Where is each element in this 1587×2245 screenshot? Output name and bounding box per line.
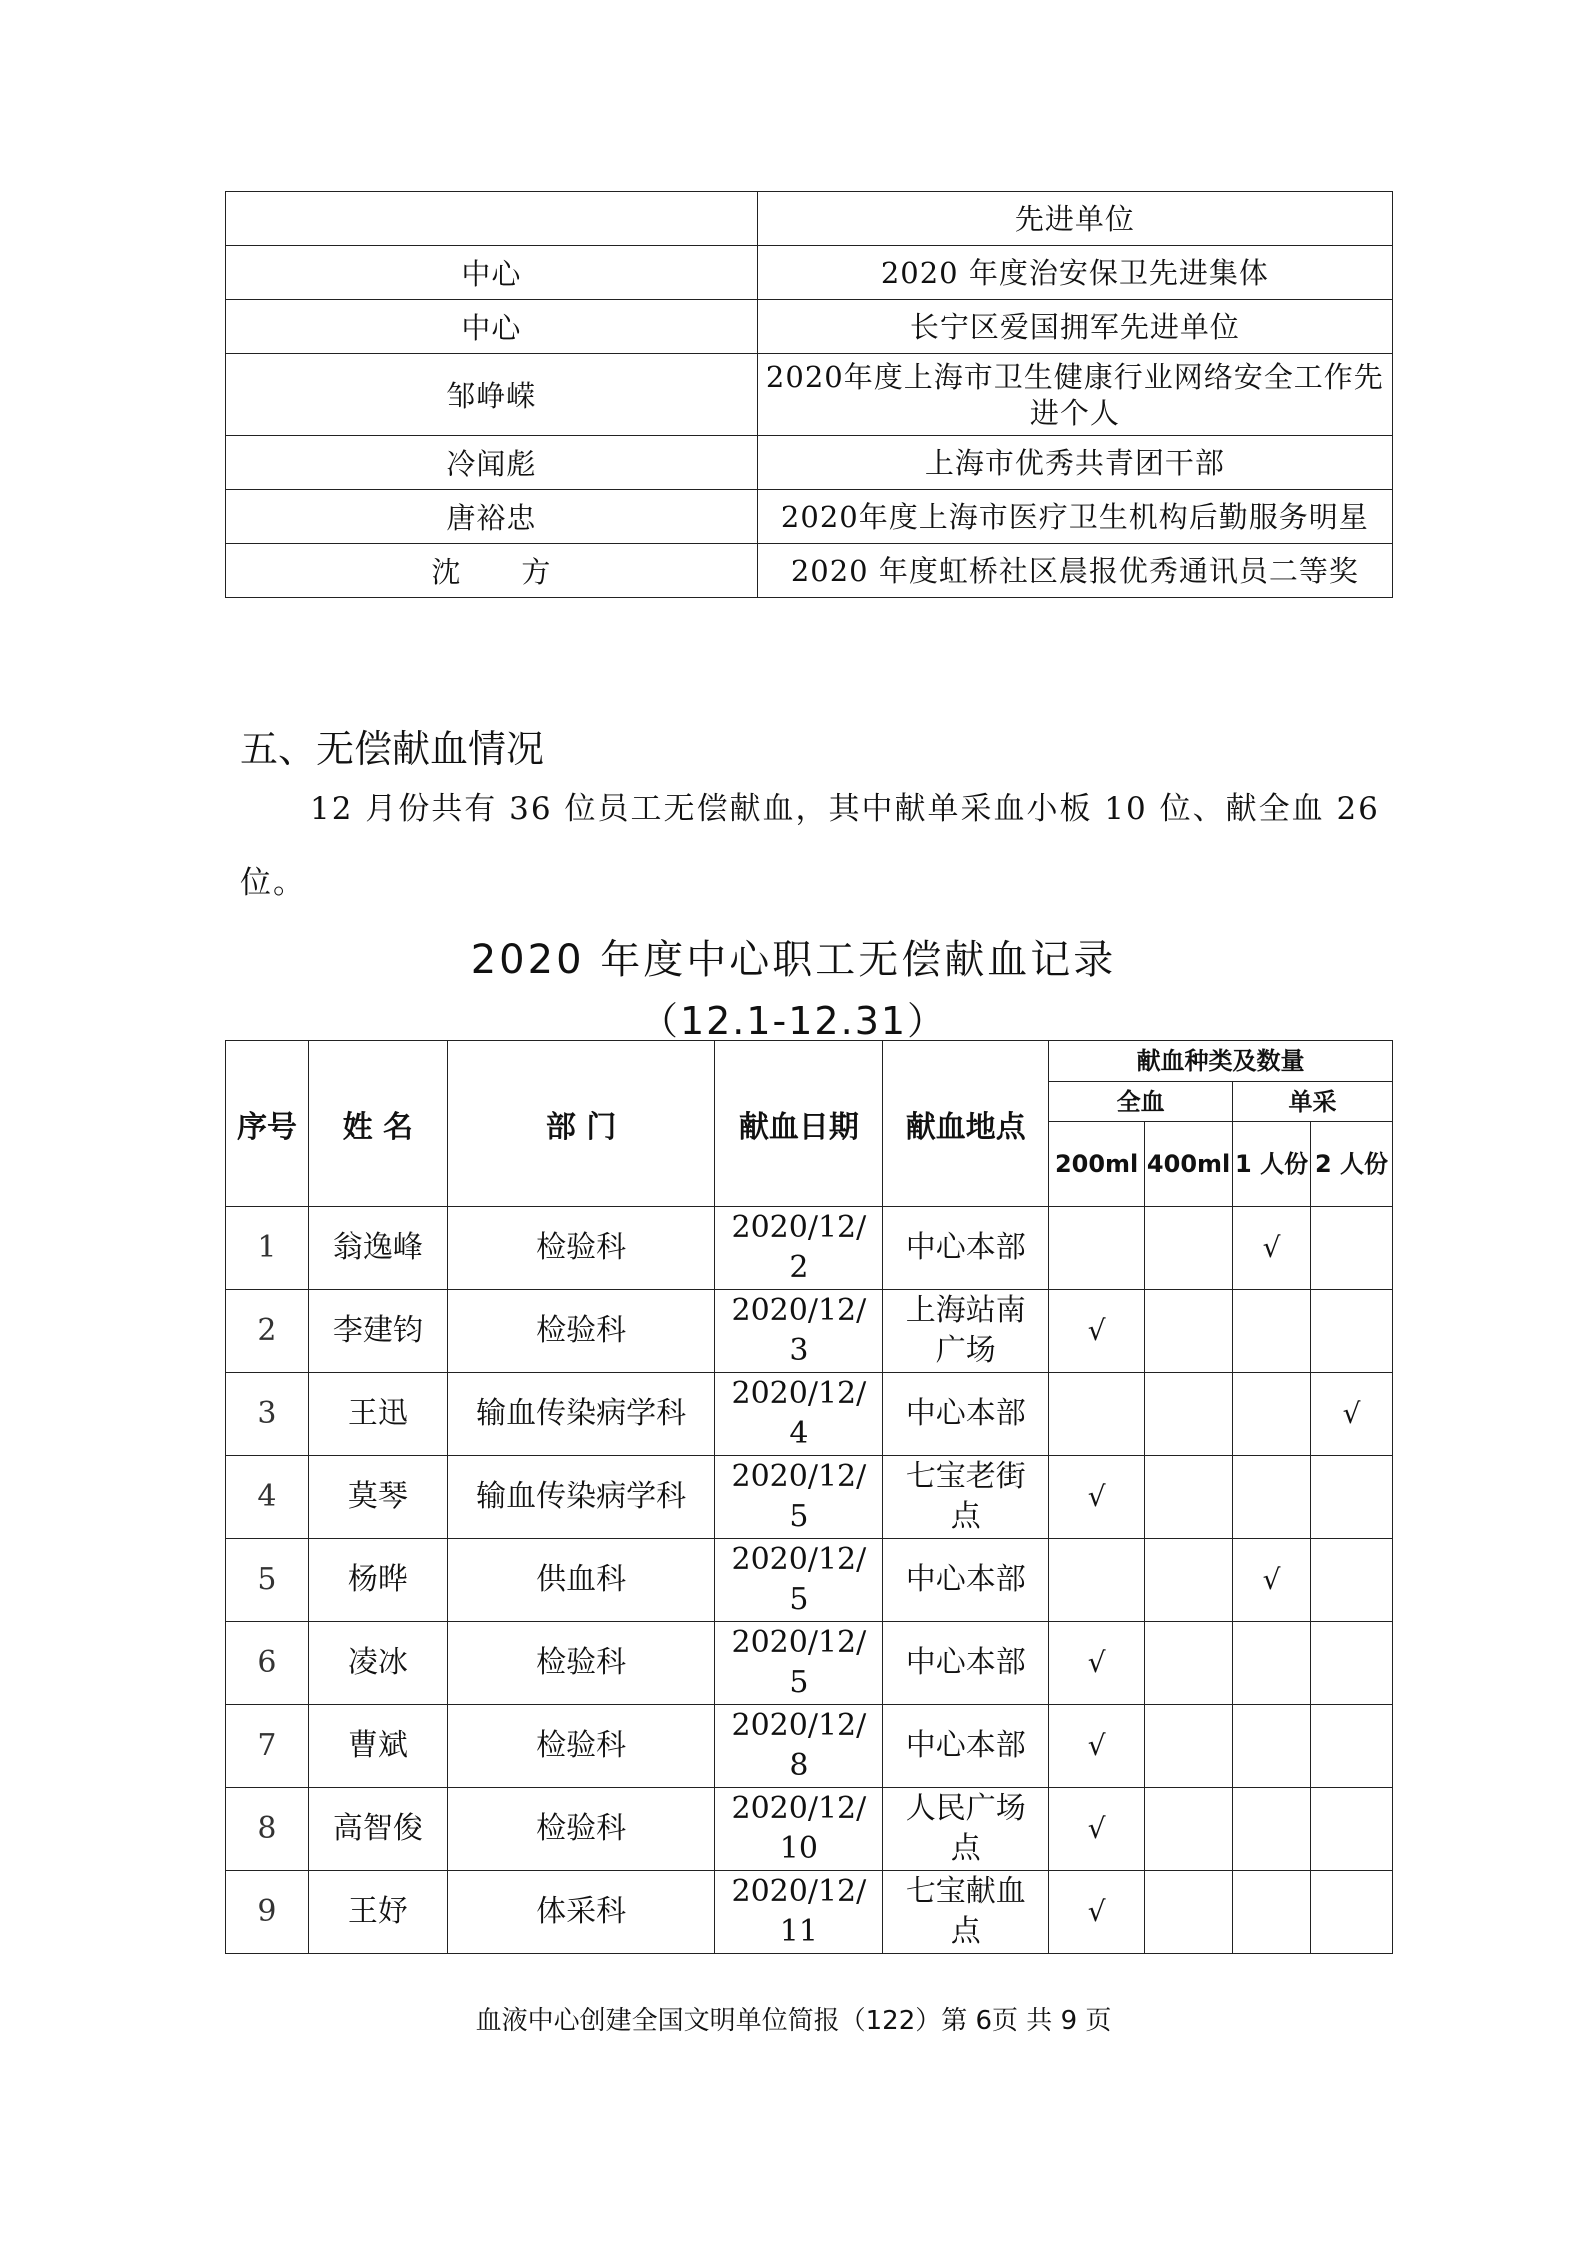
donation-table-body	[226, 1207, 1393, 1954]
row-ml400-cell	[1145, 1539, 1233, 1622]
row-ml200-cell	[1049, 1373, 1145, 1456]
award-row	[226, 354, 1393, 436]
row-dept: 输血传染病学科	[447, 1373, 715, 1456]
row-seq: 9	[226, 1871, 309, 1954]
header-whole-blood: 全血	[1049, 1082, 1233, 1122]
award-title: 2020 年度虹桥社区晨报优秀通讯员二等奖	[757, 544, 1392, 598]
row-name: 翁逸峰	[308, 1207, 447, 1290]
award-recipient: 沈 方	[226, 544, 758, 598]
row-seq: 5	[226, 1539, 309, 1622]
check-mark: √	[1262, 1231, 1281, 1264]
row-place: 七宝老街点	[883, 1456, 1049, 1539]
row-seq: 7	[226, 1705, 309, 1788]
row-ml200-cell	[1049, 1539, 1145, 1622]
row-two-cell	[1311, 1207, 1393, 1290]
row-two-cell	[1311, 1622, 1393, 1705]
header-seq: 序号	[226, 1041, 309, 1207]
row-two-cell	[1311, 1705, 1393, 1788]
award-title: 上海市优秀共青团干部	[757, 436, 1392, 490]
donation-row	[226, 1539, 1393, 1622]
row-dept: 体采科	[447, 1871, 715, 1954]
donation-row	[226, 1622, 1393, 1705]
section-heading: 五、无偿献血情况	[240, 727, 545, 771]
row-date: 2020/12/5	[715, 1622, 883, 1705]
row-name: 李建钧	[308, 1290, 447, 1373]
row-one-cell	[1233, 1622, 1311, 1705]
row-ml400-cell	[1145, 1207, 1233, 1290]
header-type-group: 献血种类及数量	[1049, 1041, 1393, 1082]
awards-table	[225, 191, 1393, 598]
award-recipient: 中心	[226, 300, 758, 354]
row-ml400-cell	[1145, 1622, 1233, 1705]
row-one-cell	[1233, 1207, 1311, 1290]
row-dept: 检验科	[447, 1207, 715, 1290]
record-title: 2020 年度中心职工无偿献血记录	[470, 937, 1117, 983]
donation-row	[226, 1788, 1393, 1871]
row-dept: 检验科	[447, 1705, 715, 1788]
check-mark: √	[1087, 1812, 1106, 1845]
row-dept: 输血传染病学科	[447, 1456, 715, 1539]
row-date: 2020/12/10	[715, 1788, 883, 1871]
row-date: 2020/12/8	[715, 1705, 883, 1788]
row-ml200-cell	[1049, 1207, 1145, 1290]
donation-table	[225, 1040, 1393, 1954]
row-ml400-cell	[1145, 1456, 1233, 1539]
row-ml200-cell	[1049, 1456, 1145, 1539]
row-date: 2020/12/2	[715, 1207, 883, 1290]
row-place: 中心本部	[883, 1622, 1049, 1705]
header-place: 献血地点	[883, 1041, 1049, 1207]
row-ml200-cell	[1049, 1788, 1145, 1871]
row-two-cell	[1311, 1871, 1393, 1954]
row-name: 高智俊	[308, 1788, 447, 1871]
row-date: 2020/12/11	[715, 1871, 883, 1954]
check-mark: √	[1087, 1314, 1106, 1347]
award-recipient: 冷闻彪	[226, 436, 758, 490]
header-name: 姓 名	[308, 1041, 447, 1207]
award-recipient: 唐裕忠	[226, 490, 758, 544]
donation-table-header	[226, 1041, 1393, 1207]
row-seq: 3	[226, 1373, 309, 1456]
row-name: 王迅	[308, 1373, 447, 1456]
row-seq: 8	[226, 1788, 309, 1871]
award-title: 先进单位	[757, 192, 1392, 246]
row-one-cell	[1233, 1373, 1311, 1456]
header-date: 献血日期	[715, 1041, 883, 1207]
row-date: 2020/12/5	[715, 1539, 883, 1622]
row-one-cell	[1233, 1788, 1311, 1871]
awards-table-body	[226, 192, 1393, 598]
row-ml200-cell	[1049, 1622, 1145, 1705]
row-one-cell	[1233, 1290, 1311, 1373]
row-name: 莫琴	[308, 1456, 447, 1539]
row-date: 2020/12/3	[715, 1290, 883, 1373]
donation-row	[226, 1456, 1393, 1539]
row-name: 王妤	[308, 1871, 447, 1954]
check-mark: √	[1087, 1480, 1106, 1513]
row-ml200-cell	[1049, 1290, 1145, 1373]
award-row	[226, 490, 1393, 544]
award-row	[226, 246, 1393, 300]
donation-row	[226, 1705, 1393, 1788]
row-dept: 检验科	[447, 1788, 715, 1871]
row-two-cell	[1311, 1456, 1393, 1539]
row-one-cell	[1233, 1539, 1311, 1622]
row-two-cell	[1311, 1539, 1393, 1622]
check-mark: √	[1262, 1563, 1281, 1596]
row-name: 曹斌	[308, 1705, 447, 1788]
section-paragraph: 12 月份共有 36 位员工无偿献血，其中献单采血小板 10 位、献全血 26 位。	[240, 791, 1380, 901]
header-apheresis: 单采	[1233, 1082, 1393, 1122]
header-dept: 部 门	[447, 1041, 715, 1207]
row-place: 上海站南广场	[883, 1290, 1049, 1373]
row-name: 杨晔	[308, 1539, 447, 1622]
row-ml200-cell	[1049, 1871, 1145, 1954]
row-dept: 供血科	[447, 1539, 715, 1622]
award-title: 长宁区爱国拥军先进单位	[757, 300, 1392, 354]
row-ml400-cell	[1145, 1871, 1233, 1954]
row-place: 中心本部	[883, 1705, 1049, 1788]
row-one-cell	[1233, 1705, 1311, 1788]
header-one-unit: 1 人份	[1233, 1122, 1311, 1207]
row-seq: 2	[226, 1290, 309, 1373]
header-two-unit: 2 人份	[1311, 1122, 1393, 1207]
award-row	[226, 544, 1393, 598]
award-title: 2020 年度治安保卫先进集体	[757, 246, 1392, 300]
row-one-cell	[1233, 1871, 1311, 1954]
award-title: 2020年度上海市医疗卫生机构后勤服务明星	[757, 490, 1392, 544]
donation-row	[226, 1871, 1393, 1954]
check-mark: √	[1087, 1895, 1106, 1928]
row-ml400-cell	[1145, 1373, 1233, 1456]
award-recipient	[226, 192, 758, 246]
row-seq: 6	[226, 1622, 309, 1705]
award-row	[226, 300, 1393, 354]
row-place: 中心本部	[883, 1539, 1049, 1622]
row-date: 2020/12/5	[715, 1456, 883, 1539]
row-two-cell	[1311, 1373, 1393, 1456]
record-subtitle: （12.1-12.31）	[639, 999, 948, 1043]
award-row	[226, 192, 1393, 246]
row-ml200-cell	[1049, 1705, 1145, 1788]
check-mark: √	[1087, 1646, 1106, 1679]
row-dept: 检验科	[447, 1622, 715, 1705]
check-mark: √	[1087, 1729, 1106, 1762]
check-mark: √	[1342, 1397, 1361, 1430]
row-place: 人民广场点	[883, 1788, 1049, 1871]
row-name: 凌冰	[308, 1622, 447, 1705]
row-place: 中心本部	[883, 1373, 1049, 1456]
row-two-cell	[1311, 1788, 1393, 1871]
award-row	[226, 436, 1393, 490]
donation-row	[226, 1290, 1393, 1373]
award-recipient: 中心	[226, 246, 758, 300]
header-400ml: 400ml	[1145, 1122, 1233, 1207]
row-seq: 1	[226, 1207, 309, 1290]
donation-row	[226, 1373, 1393, 1456]
header-200ml: 200ml	[1049, 1122, 1145, 1207]
row-ml400-cell	[1145, 1788, 1233, 1871]
row-one-cell	[1233, 1456, 1311, 1539]
award-recipient: 邹峥嵘	[226, 354, 758, 436]
row-two-cell	[1311, 1290, 1393, 1373]
row-seq: 4	[226, 1456, 309, 1539]
row-place: 中心本部	[883, 1207, 1049, 1290]
page-footer: 血液中心创建全国文明单位简报（122）第 6页 共 9 页	[475, 2006, 1112, 2036]
row-place: 七宝献血点	[883, 1871, 1049, 1954]
row-date: 2020/12/4	[715, 1373, 883, 1456]
row-dept: 检验科	[447, 1290, 715, 1373]
donation-row	[226, 1207, 1393, 1290]
row-ml400-cell	[1145, 1705, 1233, 1788]
row-ml400-cell	[1145, 1290, 1233, 1373]
award-title: 2020年度上海市卫生健康行业网络安全工作先进个人	[757, 354, 1392, 436]
